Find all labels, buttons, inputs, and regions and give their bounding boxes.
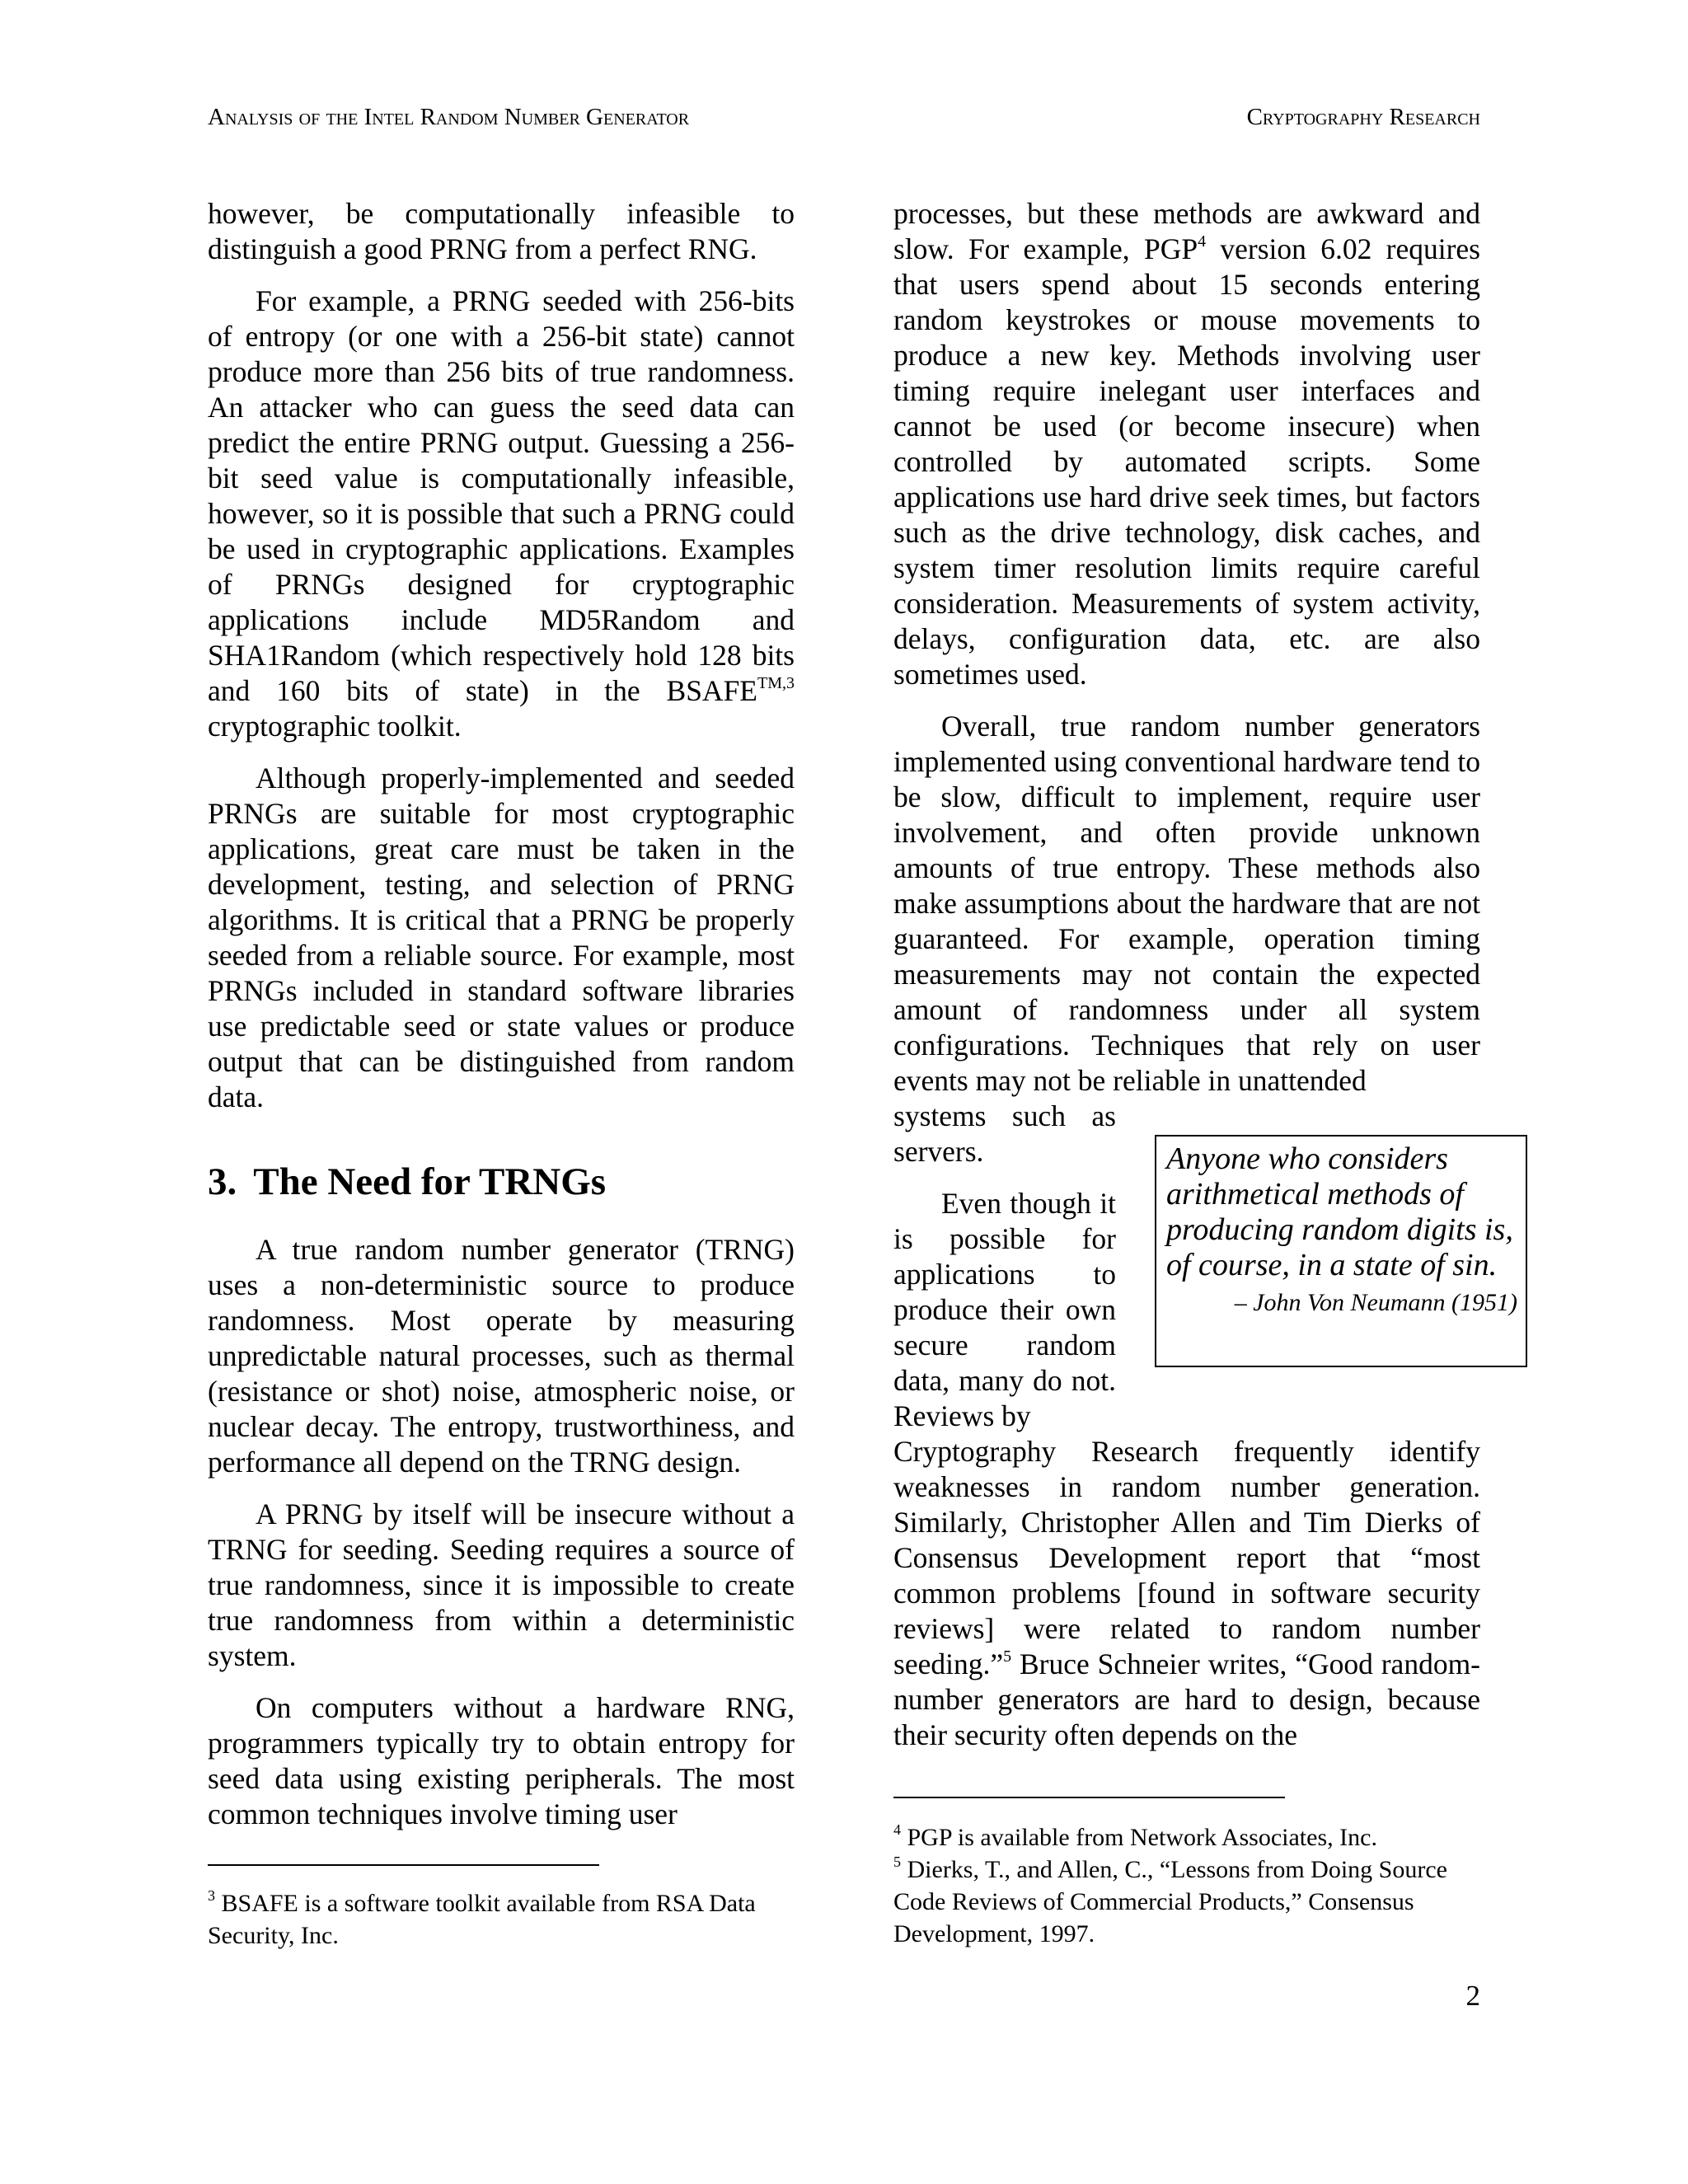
paragraph-text: Bruce Schneier writes, “Good random-number generators are hard to design, because their security often depends on the: [893, 1647, 1480, 1751]
footnote-mark: 5: [893, 1854, 901, 1870]
section-number: 3.: [208, 1160, 237, 1203]
running-header: [208, 101, 1480, 134]
paragraph-text: Cryptography Research frequently identify weaknesses in random number generation. Similarly, Christopher Allen and Tim Dierks of Consensus Development report that “most common problems [found in software security reviews] were related to random number seeding.”: [893, 1435, 1480, 1680]
section-heading: [208, 1153, 795, 1211]
quote-callout-box: [1155, 1135, 1527, 1367]
paragraph-continuation: systems such as servers.: [893, 1099, 1116, 1168]
footnote-divider: [893, 1797, 1285, 1798]
paragraph: On computers without a hardware RNG, programmers typically try to obtain entropy for seed data using existing peripherals. The most common techniques involve timing user: [208, 1691, 795, 1830]
header-title: Analysis of the Intel Random Number Generator: [208, 104, 690, 130]
footnotes-left: [208, 1887, 795, 1952]
footnotes-right: [893, 1821, 1480, 1950]
section-title: The Need for TRNGs: [253, 1160, 607, 1203]
paragraph-text: cryptographic toolkit.: [208, 710, 462, 743]
paragraph: A PRNG by itself will be insecure without a TRNG for seeding. Seeding requires a source of true randomness, since it is impossible to create true randomness from within a deterministic system.: [208, 1497, 795, 1672]
footnote-ref-5: 5: [1003, 1647, 1012, 1666]
callout-quote: Anyone who considers arithmetical methods of producing random digits is, of course, in a state of sin.: [1166, 1141, 1513, 1282]
footnote-divider: [208, 1864, 599, 1866]
footnote-5: [893, 1854, 1480, 1950]
header-organization: Cryptography Research: [1246, 104, 1480, 130]
footnote-mark: 4: [893, 1821, 901, 1838]
footnote-mark: 3: [208, 1887, 215, 1904]
footnote-text: Dierks, T., and Allen, C., “Lessons from Doing Source Code Reviews of Commercial Products,” Consensus Development, 1997.: [893, 1856, 1447, 1947]
footnote-text: BSAFE is a software toolkit available from RSA Data Security, Inc.: [208, 1890, 756, 1949]
page-number: 2: [1465, 1980, 1480, 2012]
paragraph: however, be computationally infeasible to distinguish a good PRNG from a perfect RNG.: [208, 197, 795, 265]
paragraph-text: processes, but these methods are awkward and slow. For example, PGP: [893, 197, 1480, 265]
footnote-ref-4: 4: [1198, 232, 1207, 251]
paragraph: [208, 284, 795, 744]
paragraph-continuation: [893, 1434, 1480, 1753]
paragraph-text: version 6.02 requires that users spend about 15 seconds entering random keystrokes or mouse movements to produce a new key. Methods involving user timing require inelegant user interfaces and cannot be used (or become insecure) when controlled by automated scripts. Some applications use hard drive seek times, but factors such as the drive technology, disk caches, and system timer resolution limits require careful consideration. Measurements of system activity, delays, configuration data, etc. are also sometimes used.: [893, 232, 1480, 691]
paragraph: Even though it is possible for applications to produce their own secure random data, many do not. Reviews by: [893, 1187, 1116, 1432]
paragraph: A true random number generator (TRNG) uses a non-deterministic source to produce randomness. Most operate by measuring unpredictable natural processes, such as thermal (resistance or shot) noise, atmospheric noise, or nuclear decay. The entropy, trustworthiness, and performance all depend on the TRNG design.: [208, 1233, 795, 1479]
paragraph: Although properly-implemented and seeded PRNGs are suitable for most cryptographic applications, great care must be taken in the development, testing, and selection of PRNG algorithms. It is critical that a PRNG be properly seeded from a reliable source. For example, most PRNGs included in standard software libraries use predictable seed or state values or produce output that can be distinguished from random data.: [208, 762, 795, 1113]
right-column: [893, 196, 1480, 1753]
paragraph: [893, 196, 1480, 692]
callout-attribution: – John Von Neumann (1951): [1234, 1289, 1517, 1316]
footnote-ref-3: TM,3: [757, 674, 795, 692]
paragraph-text: For example, a PRNG seeded with 256-bits of entropy (or one with a 256-bit state) cannot produce more than 256 bits of true randomness. An attacker who can guess the seed data can predict the entire PRNG output. Guessing a 256-bit seed value is computationally infeasible, however, so it is possible that such a PRNG could be used in cryptographic applications. Examples of PRNGs designed for cryptographic applications include MD5Random and SHA1Random (which respectively hold 128 bits and 160 bits of state) in the BSAFE: [208, 284, 795, 707]
paragraph: Overall, true random number generators implemented using conventional hardware tend to be slow, difficult to implement, require user involvement, and often provide unknown amounts of true entropy. These methods also make assumptions about the hardware that are not guaranteed. For example, operation timing measurements may not contain the expected amount of randomness under all system configurations. Techniques that rely on user events may not be reliable in unattended: [893, 710, 1480, 1097]
left-column: [208, 196, 795, 1832]
footnote-3: [208, 1887, 795, 1952]
footnote-4: [893, 1821, 1480, 1854]
footnote-text: PGP is available from Network Associates, Inc.: [901, 1824, 1377, 1851]
